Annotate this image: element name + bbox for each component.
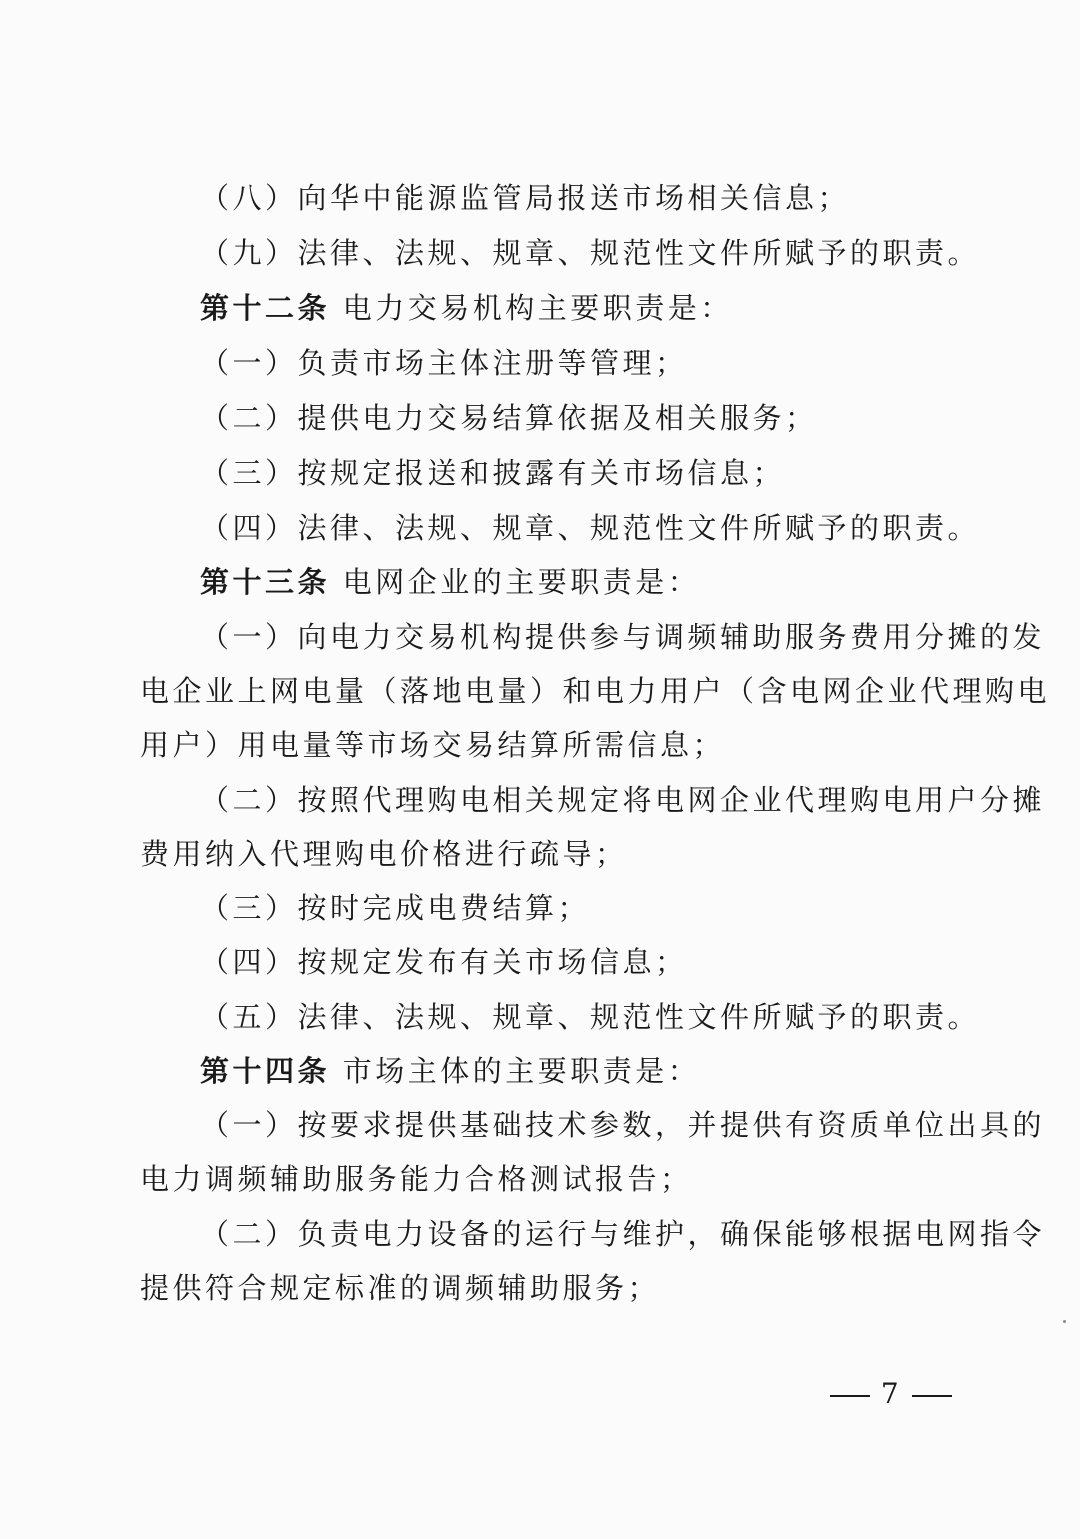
- article-14-clause-1-line-1: （一）按要求提供基础技术参数，并提供有资质单位出具的: [200, 1108, 1046, 1142]
- article-12-clause-4: （四）法律、法规、规章、规范性文件所赋予的职责。: [200, 511, 981, 545]
- article-13-clause-1-line-2: 电企业上网电量（落地电量）和电力用户（含电网企业代理购电: [140, 674, 1051, 708]
- clause-9: （九）法律、法规、规章、规范性文件所赋予的职责。: [200, 236, 981, 270]
- scan-speck: [1063, 1320, 1066, 1323]
- dash-left: [830, 1395, 870, 1397]
- article-12-intro: 电力交易机构主要职责是：: [342, 291, 733, 325]
- article-14-clause-2-line-1: （二）负责电力设备的运行与维护，确保能够根据电网指令: [200, 1217, 1046, 1251]
- article-13-clause-2-line-1: （二）按照代理购电相关规定将电网企业代理购电用户分摊: [200, 783, 1046, 817]
- article-13-clause-1-line-3: 用户）用电量等市场交易结算所需信息；: [140, 728, 726, 762]
- dash-right: [912, 1395, 952, 1397]
- article-13: [200, 562, 950, 602]
- article-13-clause-2-line-2: 费用纳入代理购电价格进行疏导；: [140, 837, 628, 871]
- article-13-clause-5: （五）法律、法规、规章、规范性文件所赋予的职责。: [200, 1000, 981, 1034]
- article-13-clause-4: （四）按规定发布有关市场信息；: [200, 945, 688, 979]
- article-12-clause-3: （三）按规定报送和披露有关市场信息；: [200, 456, 786, 490]
- article-12-clause-2: （二）提供电力交易结算依据及相关服务；: [200, 401, 818, 435]
- article-12-clause-1: （一）负责市场主体注册等管理；: [200, 346, 688, 380]
- clause-8: （八）向华中能源监管局报送市场相关信息；: [200, 181, 851, 215]
- article-12-heading: 第十二条: [200, 291, 331, 325]
- article-13-intro: 电网企业的主要职责是：: [342, 565, 701, 599]
- article-14-clause-1-line-2: 电力调频辅助服务能力合格测试报告；: [140, 1162, 693, 1196]
- article-14-intro: 市场主体的主要职责是：: [342, 1054, 701, 1088]
- page-number: [830, 1374, 952, 1414]
- article-13-heading: 第十三条: [200, 565, 331, 599]
- article-12: [200, 288, 950, 328]
- page-number-value: 7: [880, 1377, 901, 1410]
- article-14-heading: 第十四条: [200, 1054, 331, 1088]
- article-13-clause-1-line-1: （一）向电力交易机构提供参与调频辅助服务费用分摊的发: [200, 620, 1046, 654]
- article-14: [200, 1051, 950, 1091]
- article-13-clause-3: （三）按时完成电费结算；: [200, 891, 591, 925]
- article-14-clause-2-line-2: 提供符合规定标准的调频辅助服务；: [140, 1271, 661, 1305]
